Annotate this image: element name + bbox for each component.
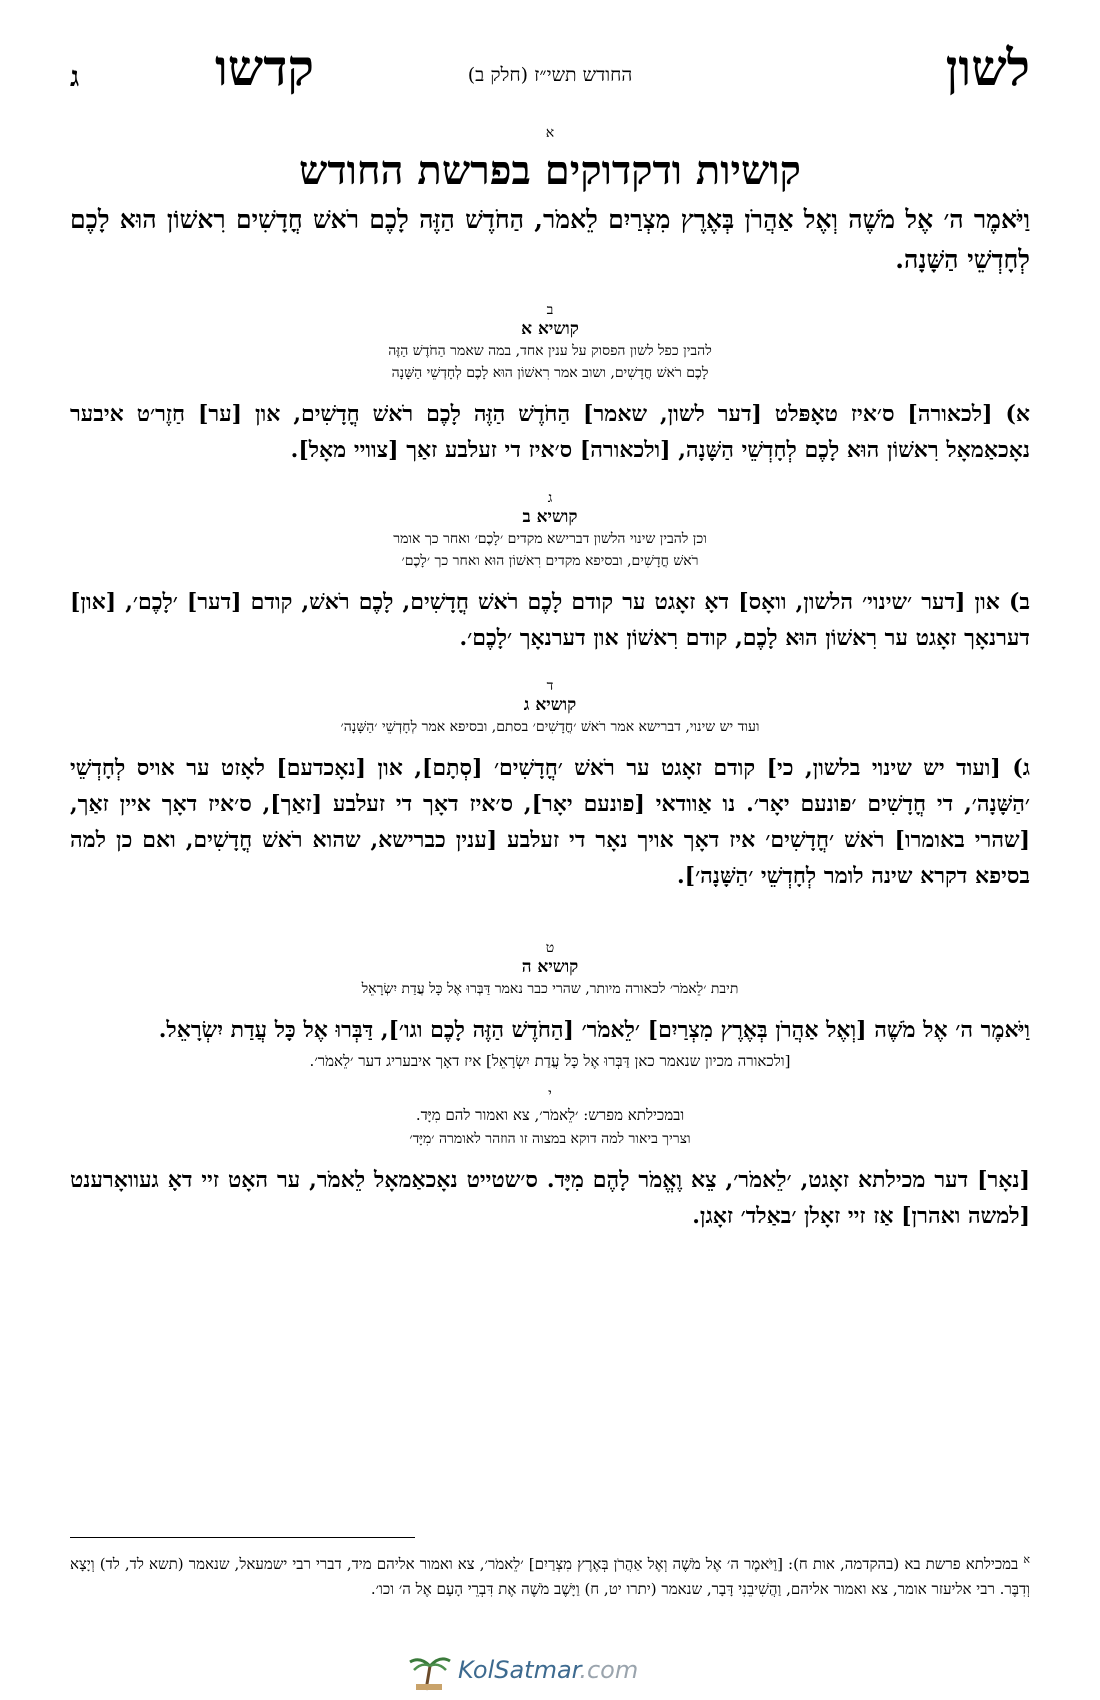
footnote-divider — [70, 1537, 415, 1538]
section-marker: י — [548, 1086, 552, 1102]
header-word-right: לשון — [945, 38, 1030, 97]
page-title: קושיות ודקדוקים בפרשת החודש — [299, 147, 801, 194]
kushya-heading: קושיא ג — [523, 695, 577, 715]
kushya-summary: ועוד יש שינוי, דברישא אמר רֹאשׁ ׳חֳדָשִׁים׳ בסתם, ובסיפא אמר לְחָדְשֵׁי ׳הַשָּׁנָה׳ — [340, 719, 760, 735]
footnote-marker: א — [1023, 1553, 1030, 1566]
kushya-body: ג) [ועוד יש שינוי בלשון, כי] קודם זאָגט ער רֹאשׁ ׳חֳדָשִׁים׳ [סְתָם], און [נאָכדעם] לאָזט ער אויס לְחָדְשֵׁי ׳הַשָּׁנָה׳, די חֳדָשִׁים ׳פונעם יאָר׳. נו אַוודאי [פונעם יאָר], ס׳איז דאָך די זעלבע [זאַך], ס׳איז דאָך איין זאַך, [שהרי באומרו] רֹאשׁ ׳חֳדָשִׁים׳ איז דאָך אויך נאָר די זעלבע [ענין כברישא, שהוא רֹאשׁ חֳדָשִׁים, ואם כן למה בסיפא דקרא שינה לומר לְחָדְשֵׁי ׳הַשָּׁנָה׳]. — [70, 755, 1030, 889]
kushya-heading: קושיא א — [521, 319, 579, 339]
mechilta-note: וצריך ביאור למה דוקא במצוה זו הוזהר לאומרה ׳מִיָּד׳ — [409, 1131, 691, 1147]
section-marker: ב — [546, 302, 554, 318]
main-content — [70, 125, 1030, 1234]
kushya-body: א) [לכאורה] ס׳איז טאָפּלט [דער לשון, שאמר] הַחֹדֶשׁ הַזֶּה לָכֶם רֹאשׁ חֳדָשִׁים, און [ער] חַזֶר׳ט איבער נאָכאַמאָל רִאשׁוֹן הוּא לָכֶם לְחָדְשֵׁי הַשָּׁנָה, [ולכאורה] ס׳איז די זעלבע זאַך [צוויי מאָל]. — [70, 401, 1030, 463]
kolsatmar-logo — [408, 1652, 668, 1692]
section-marker: ט — [545, 940, 555, 956]
section-marker: ד — [546, 678, 554, 694]
header-subtitle: החודש תשי״ז (חלק ב) — [467, 64, 633, 86]
kushya-summary: להבין כפל לשון הפסוק על ענין אחד, במה שאמר הַחֹדֶשׁ הַזֶּה — [388, 343, 712, 359]
page-number: ג — [70, 60, 80, 93]
section-marker: א — [545, 125, 555, 141]
kushya-summary: תיבת ׳לֵאמֹר׳ לכאורה מיותר, שהרי כבר נאמר דַּבְּרוּ אֶל כָּל עֲדַת יִשְׂרָאֵל — [361, 981, 739, 997]
header-word-left: קדשו — [215, 38, 314, 97]
kushya-body: וַיֹּאמֶר ה׳ אֶל מֹשֶׁה [וְאֶל אַהֲרֹן בְּאֶרֶץ מִצְרַיִם] ׳לֵאמֹר׳ [הַחֹדֶשׁ הַזֶּה לָכֶם וגו׳], דַּבְּרוּ אֶל כָּל עֲדַת יִשְׂרָאֵל. — [158, 1017, 1030, 1043]
mechilta-quote: ובמכילתא מפרש: ׳לֵאמֹר׳, צא ואמור להם מִיָּד. — [415, 1106, 685, 1124]
section-marker: ג — [547, 490, 553, 506]
running-header — [70, 38, 1030, 108]
kushya-heading: קושיא ה — [521, 957, 579, 977]
kushya-heading: קושיא ב — [522, 507, 578, 527]
verse-text: וַיֹּאמֶר ה׳ אֶל מֹשֶׁה וְאֶל אַהֲרֹן בְּאֶרֶץ מִצְרַיִם לֵאמֹר, הַחֹדֶשׁ הַזֶּה לָכֶם רֹאשׁ חֳדָשִׁים רִאשׁוֹן הוּא לָכֶם לְחָדְשֵׁי הַשָּׁנָה. — [70, 205, 1030, 274]
logo-text: KolSatmar.com — [458, 1656, 639, 1684]
kushya-body: ב) און [דער ׳שינוי׳ הלשון, וואָס] דאָ זאָגט ער קודם לָכֶם רֹאשׁ חֳדָשִׁים, לָכֶם רֹאשׁ, קודם [דער] ׳לָכֶם׳, [און] דערנאָך זאָגט ער רִאשׁוֹן הוּא לָכֶם, קודם רִאשׁוֹן און דערנאָך ׳לָכֶם׳. — [70, 589, 1030, 651]
kushya-summary: וכן להבין שינוי הלשון דברישא מקדים ׳לָכֶם׳ ואחר כך אומר — [393, 531, 707, 547]
footnote-text: במכילתא פרשת בא (בהקדמה, אות ח): [וַיֹּאמֶר ה׳ אֶל מֹשֶׁה וְאֶל אַהֲרֹן בְּאֶרֶץ מִצְרַיִם] ׳לֵאמֹר׳, צא ואמור אליהם מיד, דברי רבי ישמעאל, שנאמר (תשא לד, לד) וְיָצָא וְדִבֶּר. רבי אליעזר אומר, צא ואמור אליהם, וַהֲשִׁיבֵנִי דָּבָר, שנאמר (יתרו יט, ח) וַיָּשֶׁב מֹשֶׁה אֶת דִּבְרֵי הָעָם אֶל ה׳ וכו׳. — [70, 1555, 1030, 1598]
mechilta-body: [נאָר] דער מכילתא זאָגט, ׳לֵאמֹר׳, צֵא וֶאֱמֹר לָהֶם מִיָּד. ס׳שטייט נאָכאַמאָל לֵאמֹר, ער האָט זיי דאָ געוואָרענט [למשה ואהרן] אַז זיי זאָלן ׳באַלד׳ זאָגן. — [70, 1167, 1030, 1229]
kushya-summary: לָכֶם רֹאשׁ חֳדָשִׁים, ושוב אמר רִאשׁוֹן הוּא לָכֶם לְחָדְשֵׁי הַשָּׁנָה — [391, 365, 709, 381]
kushya-body-continued: [ולכאורה מכיון שנאמר כאן דַּבְּרוּ אֶל כָּל עֲדַת יִשְׂרָאֵל] איז דאָך איבעריג דער ׳לֵאמֹר׳. — [309, 1052, 791, 1070]
kushya-summary: רֹאשׁ חֳדָשִׁים, ובסיפא מקדים רִאשׁוֹן הוּא ואחר כך ׳לָכֶם׳ — [401, 553, 699, 569]
footnote — [70, 1547, 1030, 1602]
palm-tree-icon — [408, 1652, 452, 1692]
